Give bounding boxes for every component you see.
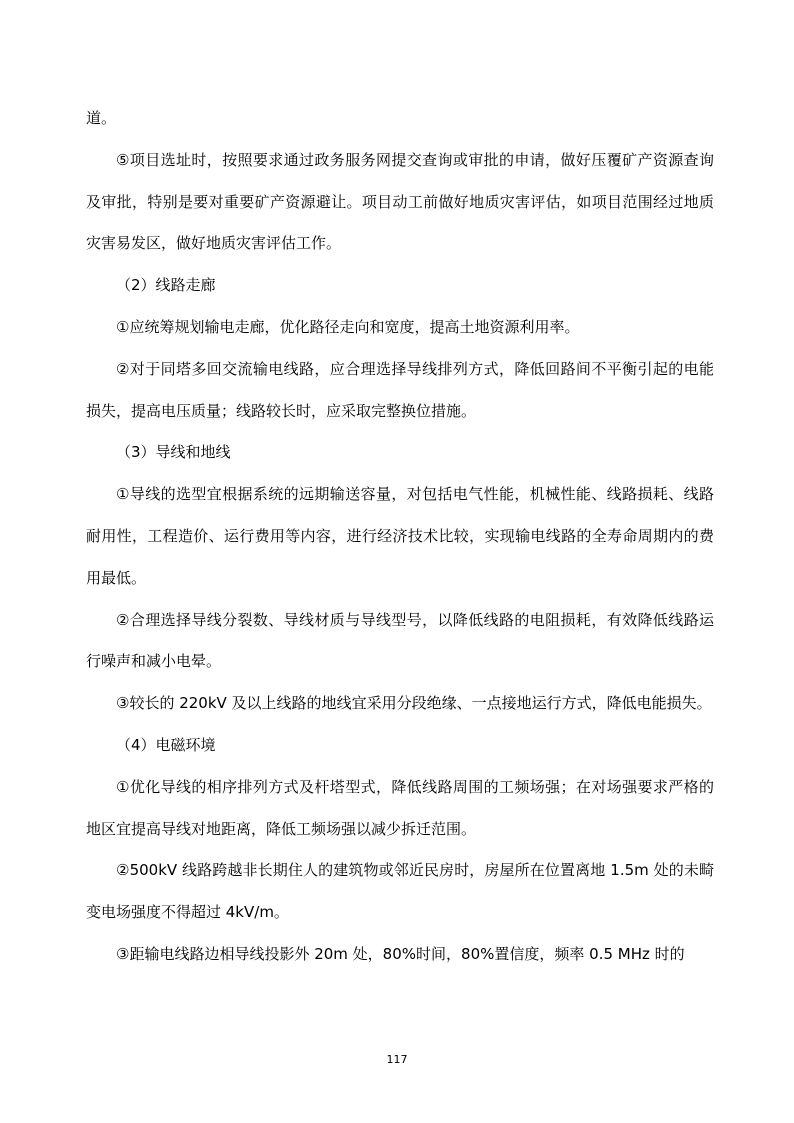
section-heading-electromagnetic: （4）电磁环境 xyxy=(116,735,216,754)
section-heading-conductors: （3）导线和地线 xyxy=(116,443,231,462)
page-number: 117 xyxy=(386,1053,408,1066)
paragraph-site-selection: ⑤项目选址时，按照要求通过政务服务网提交查询或审批的申请，做好压覆矿产资源查询及审批，特别是要对重要矿产资源避让。项目动工前做好地质灾害评估，如项目范围经过地质灾害易发区，做好地质灾害评估工作。 xyxy=(86,150,714,253)
paragraph-corridor-planning: ①应统筹规划输电走廊，优化路径走向和宽度，提高土地资源利用率。 xyxy=(116,317,580,336)
paragraph-phase-sequence: ①优化导线的相序排列方式及杆塔型式，降低线路周围的工频场强；在对场强要求严格的地区宜提高导线对地距离，降低工频场强以减少拆迁范围。 xyxy=(86,777,714,838)
paragraph-ground-wire: ③较长的 220kV 及以上线路的地线宜采用分段绝缘、一点接地运行方式，降低电能损失。 xyxy=(116,694,712,713)
paragraph-multi-circuit: ②对于同塔多回交流输电线路，应合理选择导线排列方式，降低回路间不平衡引起的电能损失，提高电压质量；线路较长时，应采取完整换位措施。 xyxy=(86,359,714,420)
page-body xyxy=(86,98,714,976)
paragraph-conductor-selection: ①导线的选型宜根据系统的远期输送容量，对包括电气性能，机械性能、线路损耗、线路耐用性，工程造价、运行费用等内容，进行经济技术比较，实现输电线路的全寿命周期内的费用最低。 xyxy=(86,485,714,587)
paragraph-field-strength: ②500kV 线路跨越非长期住人的建筑物或邻近民房时，房屋所在位置离地 1.5m 处的未畸变电场强度不得超过 4kV/m。 xyxy=(86,861,714,922)
paragraph-conductor-bundle: ②合理选择导线分裂数、导线材质与导线型号，以降低线路的电阻损耗，有效降低线路运行噪声和减小电晕。 xyxy=(86,610,714,671)
section-heading-line-corridor: （2）线路走廊 xyxy=(116,276,216,295)
paragraph-continuation: 道。 xyxy=(86,109,117,127)
paragraph-radio-interference: ③距输电线路边相导线投影外 20m 处，80%时间，80%置信度，频率 0.5 MHz 时的 xyxy=(116,944,685,963)
